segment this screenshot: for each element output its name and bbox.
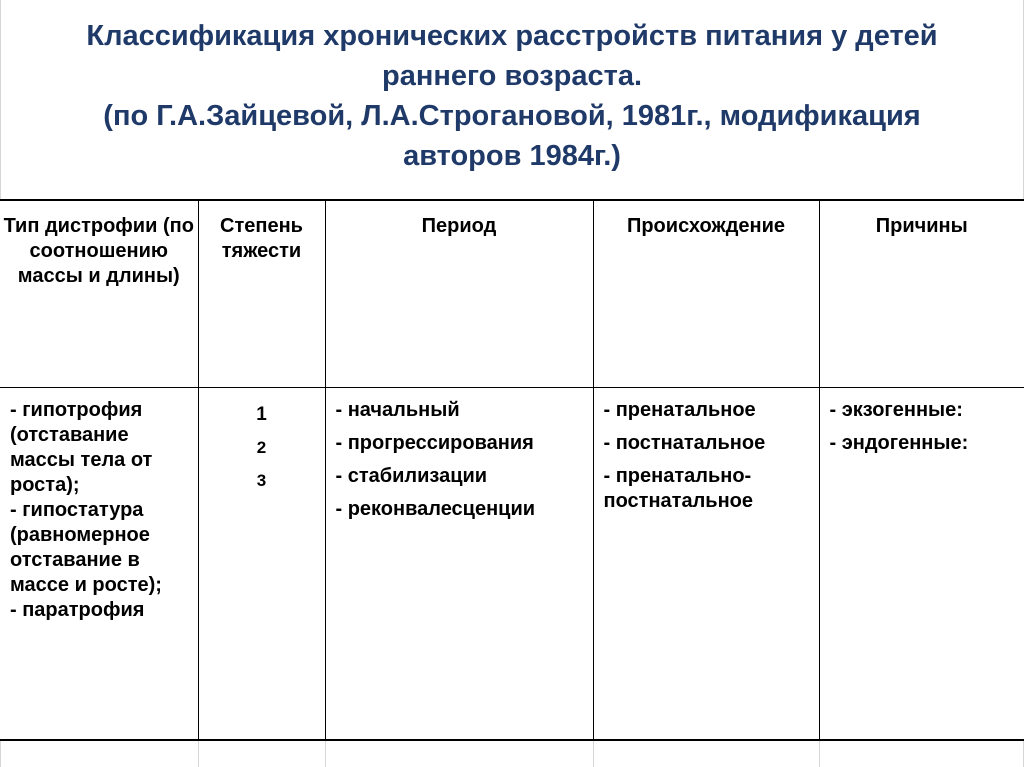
title-line-4: авторов 1984г.) <box>403 140 621 172</box>
severity-cell <box>198 388 325 741</box>
causes-cell <box>819 388 1024 741</box>
header-origin: Происхождение <box>626 215 786 237</box>
bottom-band-divider <box>819 741 820 767</box>
cause-item: - эндогенные: <box>829 432 969 454</box>
type-item: - гипостатура (равномерное отставание в массе и росте); <box>10 499 162 596</box>
header-severity: Степень тяжести <box>220 215 303 262</box>
type-item: - паратрофия <box>10 599 145 621</box>
table-header-row <box>0 200 1024 388</box>
period-cell <box>325 388 593 741</box>
header-cell-causes <box>819 200 1024 388</box>
type-cell <box>0 388 198 741</box>
header-causes: Причины <box>875 215 968 237</box>
title-line-3: (по Г.А.Зайцевой, Л.А.Строгановой, 1981г., модификация <box>103 100 921 132</box>
period-item: - прогрессирования <box>335 432 534 454</box>
header-cell-severity <box>198 200 325 388</box>
period-item: - стабилизации <box>335 465 488 487</box>
severity-item: 2 <box>256 438 267 457</box>
header-period: Период <box>421 215 497 237</box>
severity-item: 3 <box>256 471 267 490</box>
header-type: Тип дистрофии (по соотношению массы и длины) <box>3 215 194 287</box>
bottom-band-divider <box>198 741 199 767</box>
bottom-band-divider <box>593 741 594 767</box>
bottom-band <box>0 741 1024 767</box>
header-cell-period <box>325 200 593 388</box>
table-row <box>0 388 1024 741</box>
origin-item: - пренатальное <box>603 399 756 421</box>
title-line-2: раннего возраста. <box>381 60 643 92</box>
bottom-band-divider <box>325 741 326 767</box>
origin-cell <box>593 388 819 741</box>
period-item: - реконвалесценции <box>335 498 536 520</box>
title-line-1: Классификация хронических расстройств питания у детей <box>86 20 938 52</box>
cause-item: - экзогенные: <box>829 399 963 421</box>
classification-table <box>0 199 1024 741</box>
bottom-band-divider <box>0 741 1 767</box>
origin-item: - постнатальное <box>603 432 766 454</box>
type-item: - гипотрофия (отставание массы тела от роста); <box>10 399 153 496</box>
slide-title <box>0 16 1024 176</box>
severity-item: 1 <box>256 404 267 425</box>
header-cell-origin <box>593 200 819 388</box>
header-cell-type <box>0 200 198 388</box>
period-item: - начальный <box>335 399 460 421</box>
origin-item: - пренатально-постнатальное <box>603 465 753 512</box>
